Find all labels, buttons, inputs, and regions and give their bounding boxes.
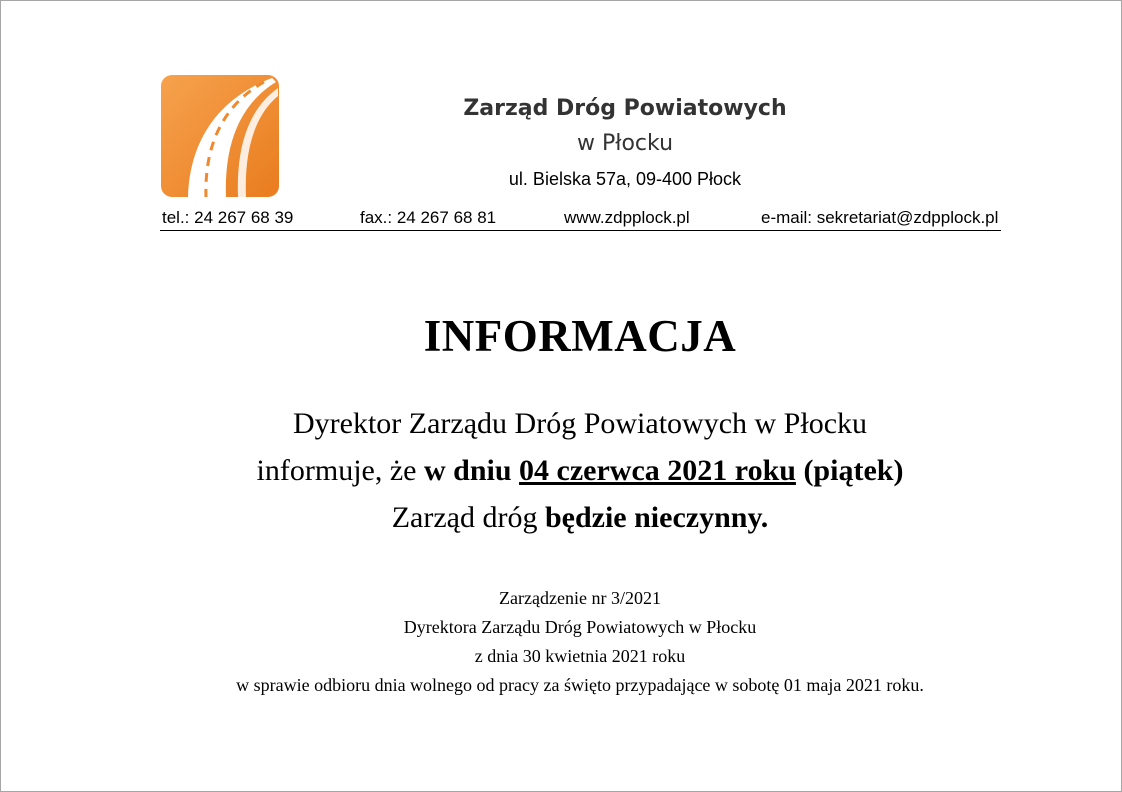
message-line-2 (0, 447, 1122, 494)
organization-city: w Płocku (576, 131, 674, 156)
message-closed-status: będzie nieczynny. (544, 501, 769, 534)
contact-email[interactable]: e-mail: sekretariat@zdpplock.pl (761, 208, 999, 227)
organization-address: ul. Bielska 57a, 09-400 Płock (508, 169, 742, 189)
document-title: INFORMACJA (423, 311, 737, 361)
message-date-intro: w dniu (423, 454, 520, 487)
contact-website[interactable]: www.zdpplock.pl (564, 208, 690, 227)
road-logo-icon (160, 74, 280, 198)
announcement-message (0, 400, 1122, 541)
decree-line-3: z dnia 30 kwietnia 2021 roku (474, 646, 686, 666)
decree-line-2: Dyrektora Zarządu Dróg Powiatowych w Płocku (403, 617, 757, 637)
organization-name: Zarząd Dróg Powiatowych (463, 96, 787, 121)
message-line-3-prefix: Zarząd dróg (391, 501, 545, 534)
message-line-1: Dyrektor Zarządu Dróg Powiatowych w Płocku (292, 407, 868, 440)
message-date: 04 czerwca 2021 roku (519, 454, 796, 487)
decree-line-4: w sprawie odbioru dnia wolnego od pracy za święto przypadające w sobotę 01 maja 2021 roku. (236, 675, 924, 695)
contact-phone: tel.: 24 267 68 39 (162, 208, 294, 227)
message-weekday: (piątek) (795, 454, 904, 487)
decree-reference (0, 584, 1122, 700)
message-line-2-prefix: informuje, że (256, 454, 424, 487)
decree-line-1: Zarządzenie nr 3/2021 (499, 588, 661, 608)
message-line-3 (0, 494, 1122, 541)
contact-fax: fax.: 24 267 68 81 (360, 208, 497, 227)
header-divider (160, 230, 1001, 231)
